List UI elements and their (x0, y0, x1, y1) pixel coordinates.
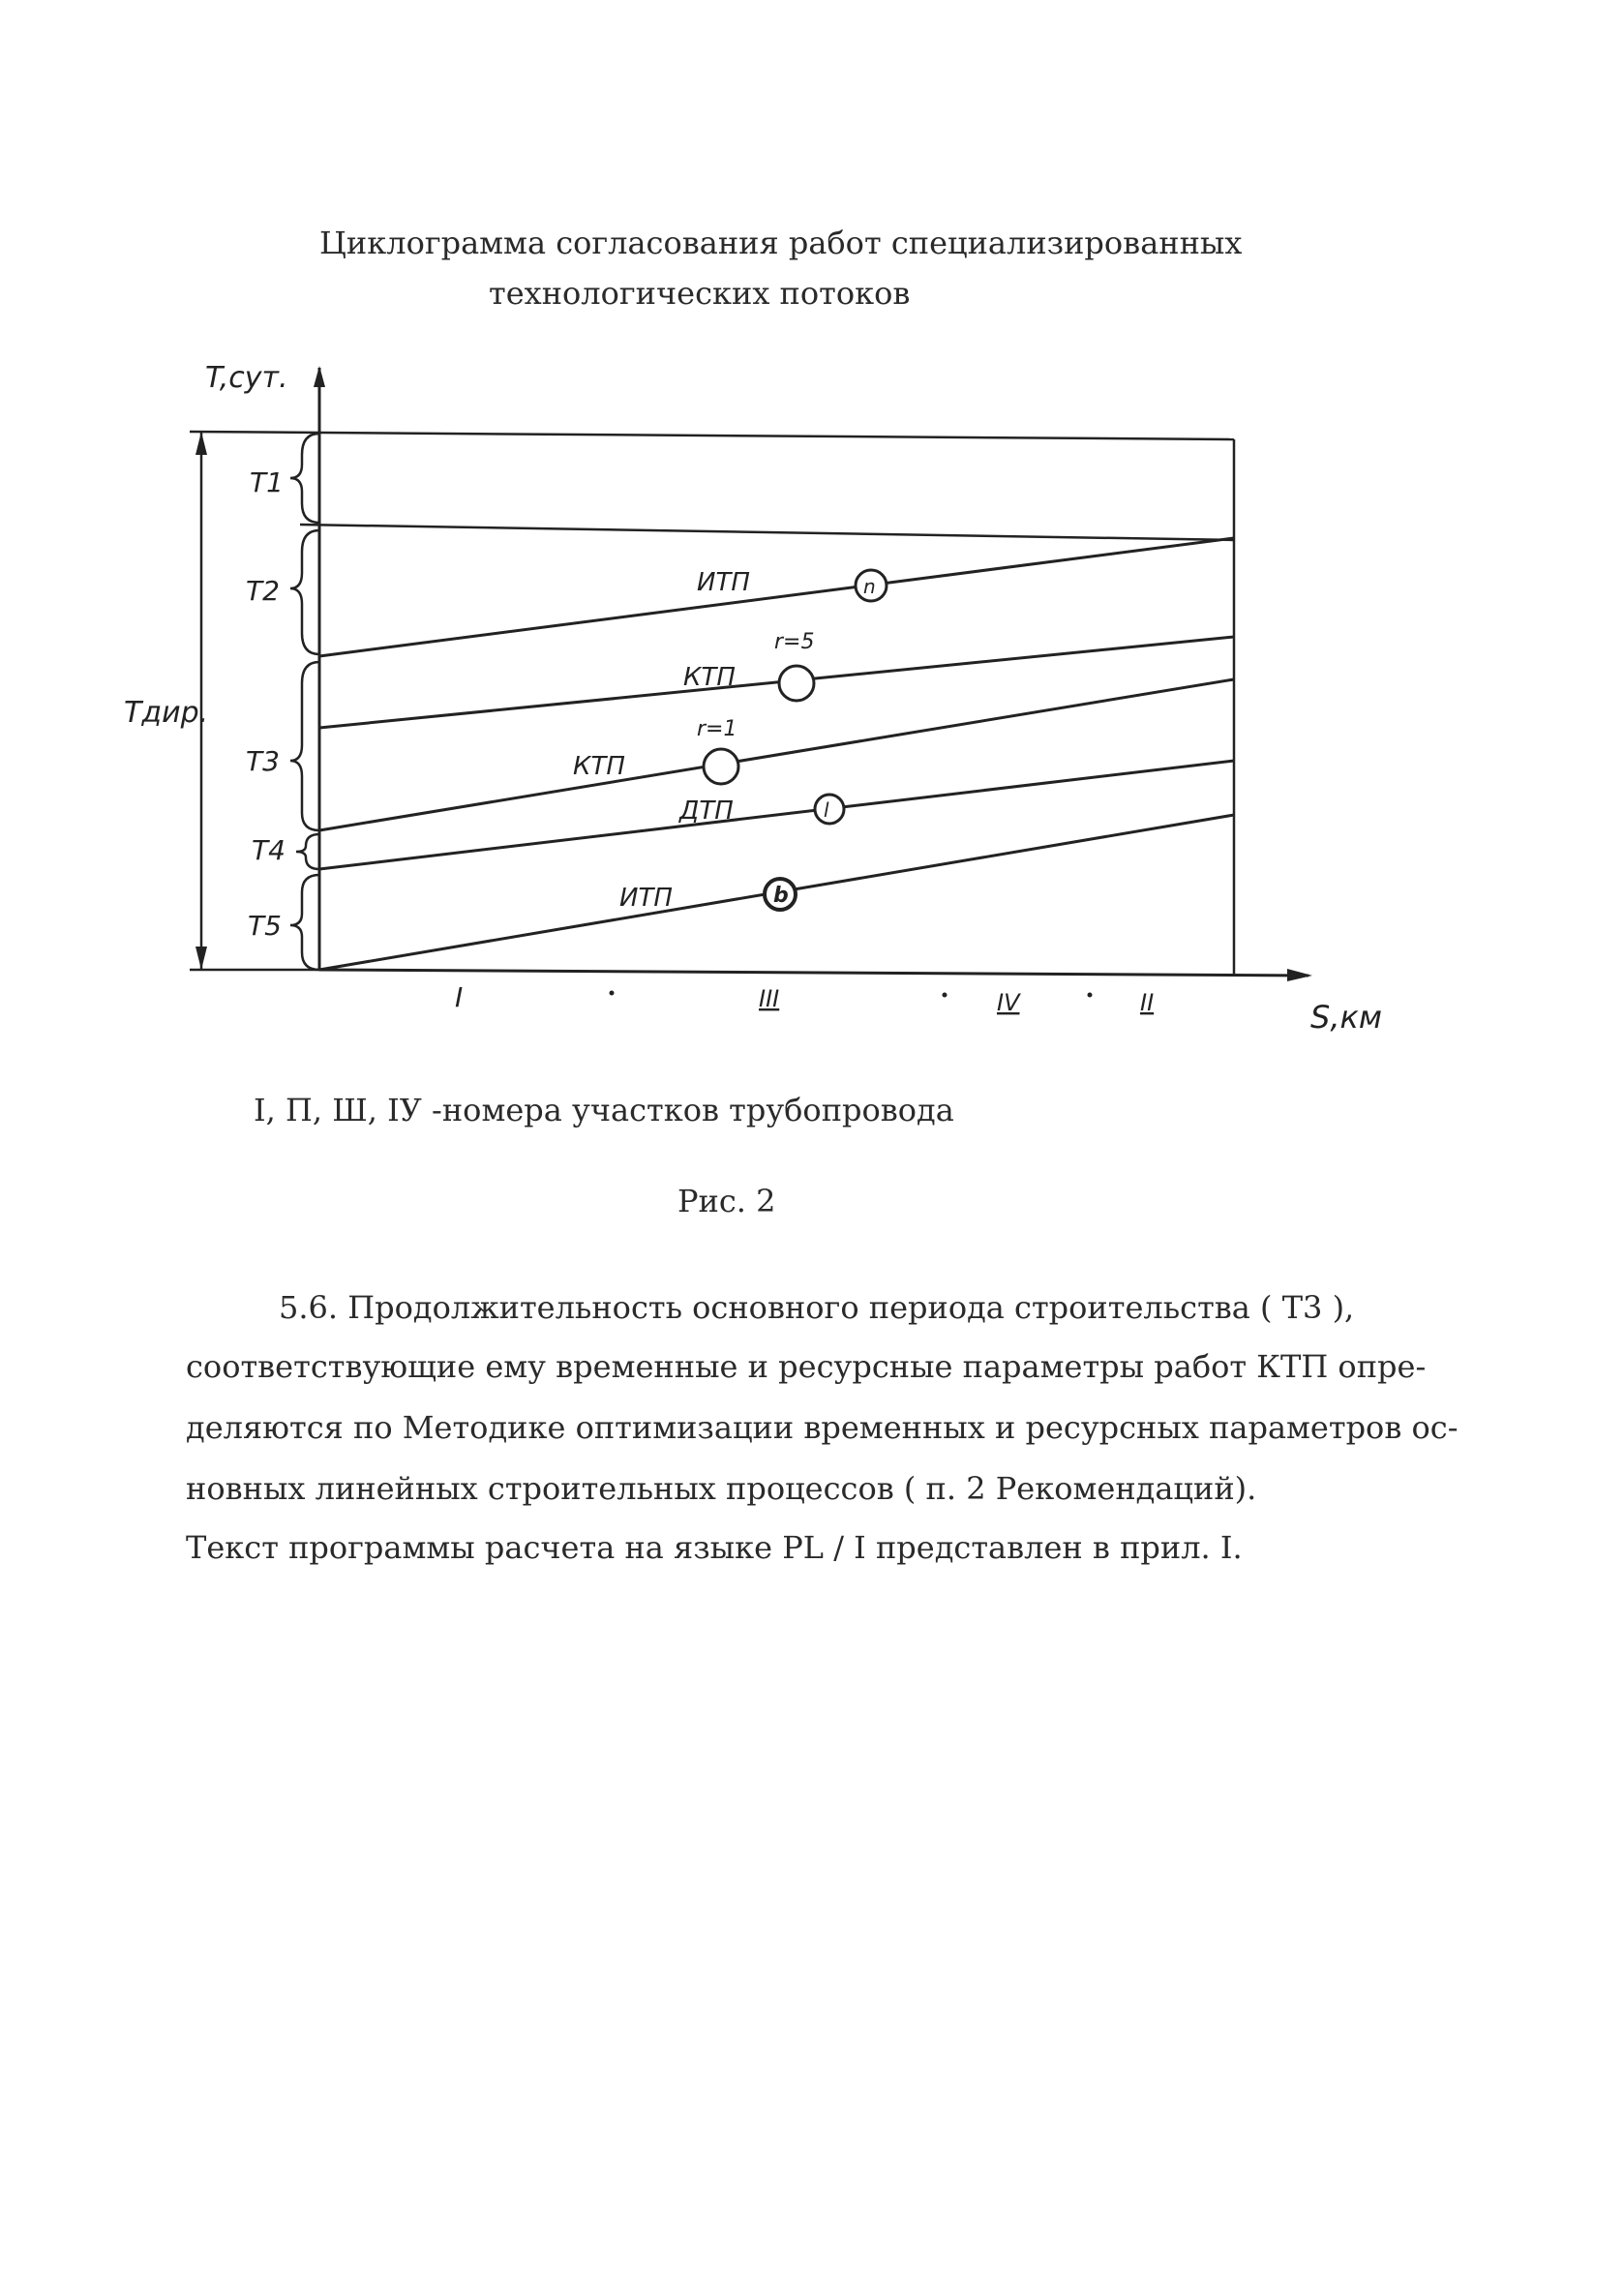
figure-number: Рис. 2 (677, 1183, 776, 1219)
paragraph-line-5: Текст программы расчета на языке PL / I представлен в прил. I. (186, 1529, 1243, 1566)
t1-boundary (300, 525, 1234, 540)
tick-2 (943, 993, 947, 998)
cyclogram-figure (0, 0, 1624, 1065)
flow-line-dtp (319, 761, 1234, 869)
x-axis-label: S,км (1310, 999, 1382, 1036)
flow-label-ktp-r1: КТП (573, 752, 625, 781)
period-label-t3: T3 (246, 745, 280, 777)
tick-3 (1088, 993, 1093, 998)
paragraph-line-2: соответствующие ему временные и ресурсные параметры работ КТП опре- (186, 1348, 1427, 1385)
period-label-t1: T1 (250, 466, 284, 498)
section-legend: I, П, Ш, IУ -номера участков трубопровода (254, 1092, 954, 1128)
x-axis-arrow (1287, 969, 1312, 981)
marker-note-r5: r=5 (774, 630, 815, 654)
period-label-t5: T5 (248, 910, 282, 942)
paragraph-line-1: 5.6. Продолжительность основного периода строительства ( T3 ), (279, 1289, 1355, 1326)
paragraph-line-3: деляются по Методике оптимизации временных и ресурсных параметров ос- (186, 1409, 1459, 1446)
brace-t4 (296, 834, 319, 869)
brace-t3 (290, 662, 319, 830)
marker-n-label: n (863, 575, 876, 598)
frame-top (190, 432, 1234, 439)
section-label-iv: IV (997, 989, 1020, 1016)
figure-title-line-1: Циклограмма согласования работ специализированных (319, 225, 1243, 261)
tick-1 (610, 991, 615, 996)
flow-label-ktp-r5: КТП (683, 663, 736, 692)
figure-title-line-2: технологических потоков (489, 275, 911, 312)
section-label-iii: III (759, 985, 780, 1012)
paragraph-line-4: новных линейных строительных процессов ( п. 2 Рекомендаций). (186, 1470, 1257, 1507)
brace-t1 (290, 434, 319, 523)
y-axis-arrow (314, 366, 325, 387)
period-label-t4: T4 (252, 834, 286, 866)
flow-label-dtp: ДТП (679, 797, 734, 826)
period-label-t2: T2 (246, 575, 280, 607)
y-axis-label: T,сут. (205, 361, 288, 395)
brace-t5 (290, 875, 319, 970)
section-label-ii: II (1140, 989, 1155, 1016)
marker-l-label: l (824, 798, 829, 822)
marker-b-label: b (773, 884, 789, 908)
total-arrow-top (195, 432, 207, 455)
brace-t2 (290, 530, 319, 654)
marker-r1 (704, 749, 738, 784)
marker-l (815, 795, 844, 824)
x-axis (319, 970, 1308, 976)
flow-label-itp-n: ИТП (697, 568, 750, 597)
total-label: Tдир. (124, 696, 209, 730)
flow-label-itp-b: ИТП (619, 884, 673, 913)
marker-r5 (779, 666, 814, 701)
marker-note-r1: r=1 (697, 717, 737, 741)
total-arrow-bottom (195, 947, 207, 970)
section-label-i: I (455, 981, 464, 1013)
flow-line-ktp-r1 (319, 679, 1234, 830)
